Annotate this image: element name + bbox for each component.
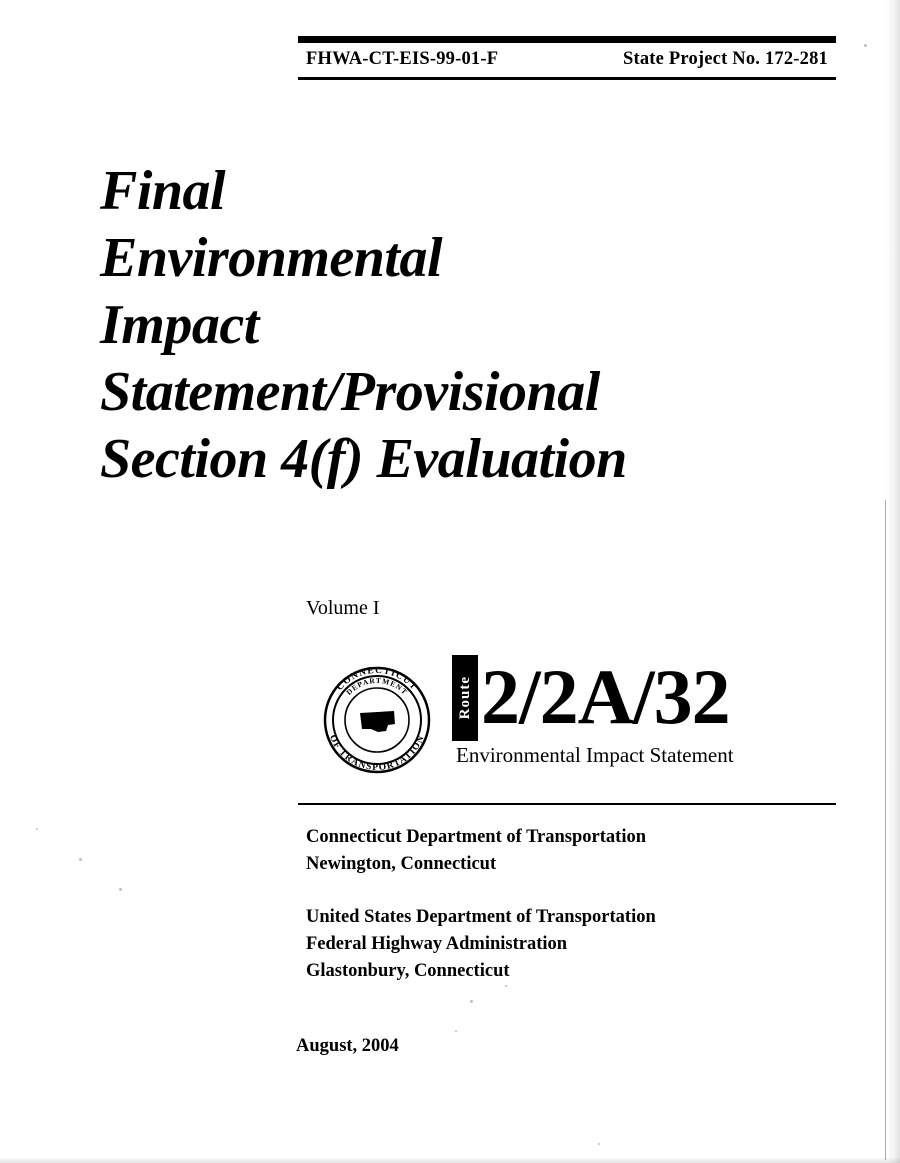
scan-edge-line xyxy=(885,500,886,1160)
route-designation: 2/2A/32 xyxy=(481,653,730,740)
header-top-rule xyxy=(298,36,836,43)
route-marker xyxy=(452,655,832,768)
volume-label: Volume I xyxy=(306,597,380,619)
agency-block xyxy=(306,824,656,985)
header-bottom-rule xyxy=(298,77,836,80)
svg-text:OF TRANSPORTATION: OF TRANSPORTATION xyxy=(326,733,428,774)
branding-row xyxy=(306,655,836,785)
page-title xyxy=(100,158,860,493)
federal-agency-name: Federal Highway Administration xyxy=(306,934,568,954)
state-project-number: State Project No. 172-281 xyxy=(622,49,828,69)
state-agency-location: Newington, Connecticut xyxy=(306,854,497,874)
agency-divider xyxy=(298,803,836,805)
svg-text:DEPARTMENT: DEPARTMENT xyxy=(344,675,410,697)
route-caption: Environmental Impact Statement xyxy=(456,743,734,767)
scan-edge-shadow xyxy=(886,0,900,1163)
scan-speck xyxy=(455,1030,457,1032)
svg-text:CONNECTICUT: CONNECTICUT xyxy=(334,665,420,693)
route-mark-graphic xyxy=(452,655,832,741)
route-tab-label: Route xyxy=(456,676,473,720)
federal-agency xyxy=(306,904,656,985)
report-number: FHWA-CT-EIS-99-01-F xyxy=(306,49,499,69)
scan-speck xyxy=(36,828,38,830)
scan-speck xyxy=(505,985,507,987)
title-line-3: Impact xyxy=(100,294,259,356)
scan-bottom-shadow xyxy=(0,1157,900,1163)
state-agency xyxy=(306,824,656,878)
federal-agency-location: Glastonbury, Connecticut xyxy=(306,961,510,981)
scan-speck xyxy=(470,1000,473,1003)
route-tab xyxy=(452,655,478,741)
title-line-2: Environmental xyxy=(100,227,443,289)
state-agency-name: Connecticut Department of Transportation xyxy=(306,827,646,847)
ctdot-seal-icon xyxy=(316,661,438,779)
title-line-1: Final xyxy=(100,160,226,222)
scan-speck xyxy=(864,44,867,47)
scan-speck xyxy=(119,888,122,891)
scan-speck xyxy=(79,858,82,861)
federal-agency-department: United States Department of Transportation xyxy=(306,907,656,927)
title-line-5: Section 4(f) Evaluation xyxy=(100,428,627,490)
title-line-4: Statement/Provisional xyxy=(100,361,600,423)
document-header xyxy=(298,36,836,80)
scan-speck xyxy=(598,1143,600,1145)
header-identifiers xyxy=(298,43,836,77)
publication-date: August, 2004 xyxy=(296,1036,399,1056)
